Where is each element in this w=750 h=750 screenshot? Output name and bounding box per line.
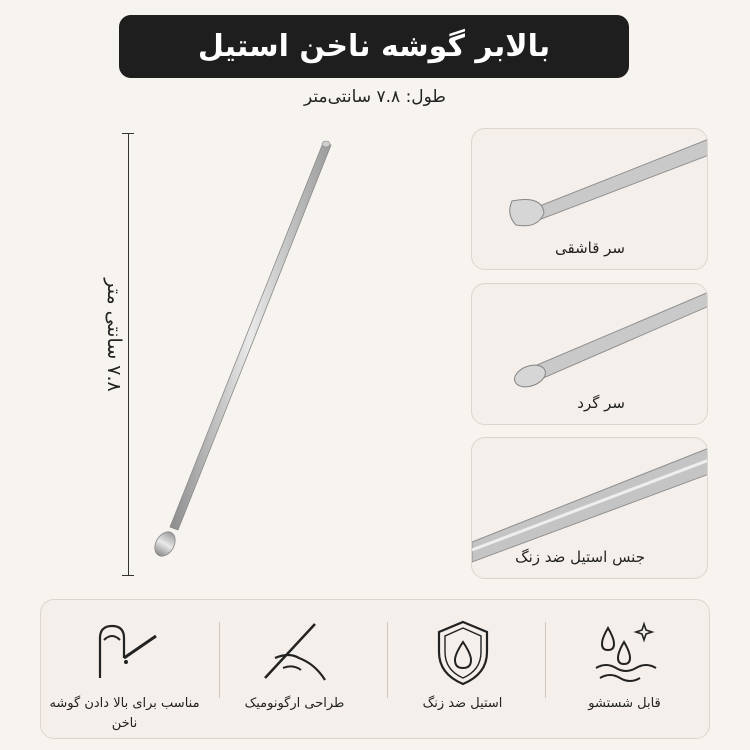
hand-pen-icon xyxy=(255,618,335,688)
feature-nail-lift xyxy=(41,600,208,740)
dimension-label: ۷.۸ سانتی متر xyxy=(103,278,125,392)
card-caption: جنس استیل ضد زنگ xyxy=(515,548,645,566)
feature-stainless xyxy=(379,600,546,740)
shield-drop-icon xyxy=(433,618,493,688)
water-drops-icon xyxy=(590,618,660,688)
card-caption: سر قاشقی xyxy=(554,239,625,257)
feature-label: قابل شستشو xyxy=(588,696,661,711)
card-caption: سر گرد xyxy=(577,394,625,412)
nail-lift-icon xyxy=(90,618,160,688)
title-banner xyxy=(119,15,629,78)
dimension-tick-top xyxy=(122,133,134,134)
features-panel xyxy=(40,599,710,739)
feature-label: استیل ضد زنگ xyxy=(422,696,503,711)
dimension-line xyxy=(128,133,129,575)
ear-pick-tool-image xyxy=(140,135,350,565)
feature-washable xyxy=(541,600,708,740)
length-label: طول: ۷.۸ سانتی‌متر xyxy=(304,87,446,107)
feature-label: طراحی ارگونومیک xyxy=(244,696,345,711)
dimension-tick-bottom xyxy=(122,575,134,576)
feature-label: مناسب برای بالا دادن گوشه ناخن xyxy=(49,696,200,731)
detail-card-spoon-tip xyxy=(471,128,708,270)
detail-card-steel xyxy=(471,437,708,579)
page-title: بالابر گوشه ناخن استیل xyxy=(197,29,551,64)
feature-ergonomic xyxy=(211,600,378,740)
detail-card-round-tip xyxy=(471,283,708,425)
